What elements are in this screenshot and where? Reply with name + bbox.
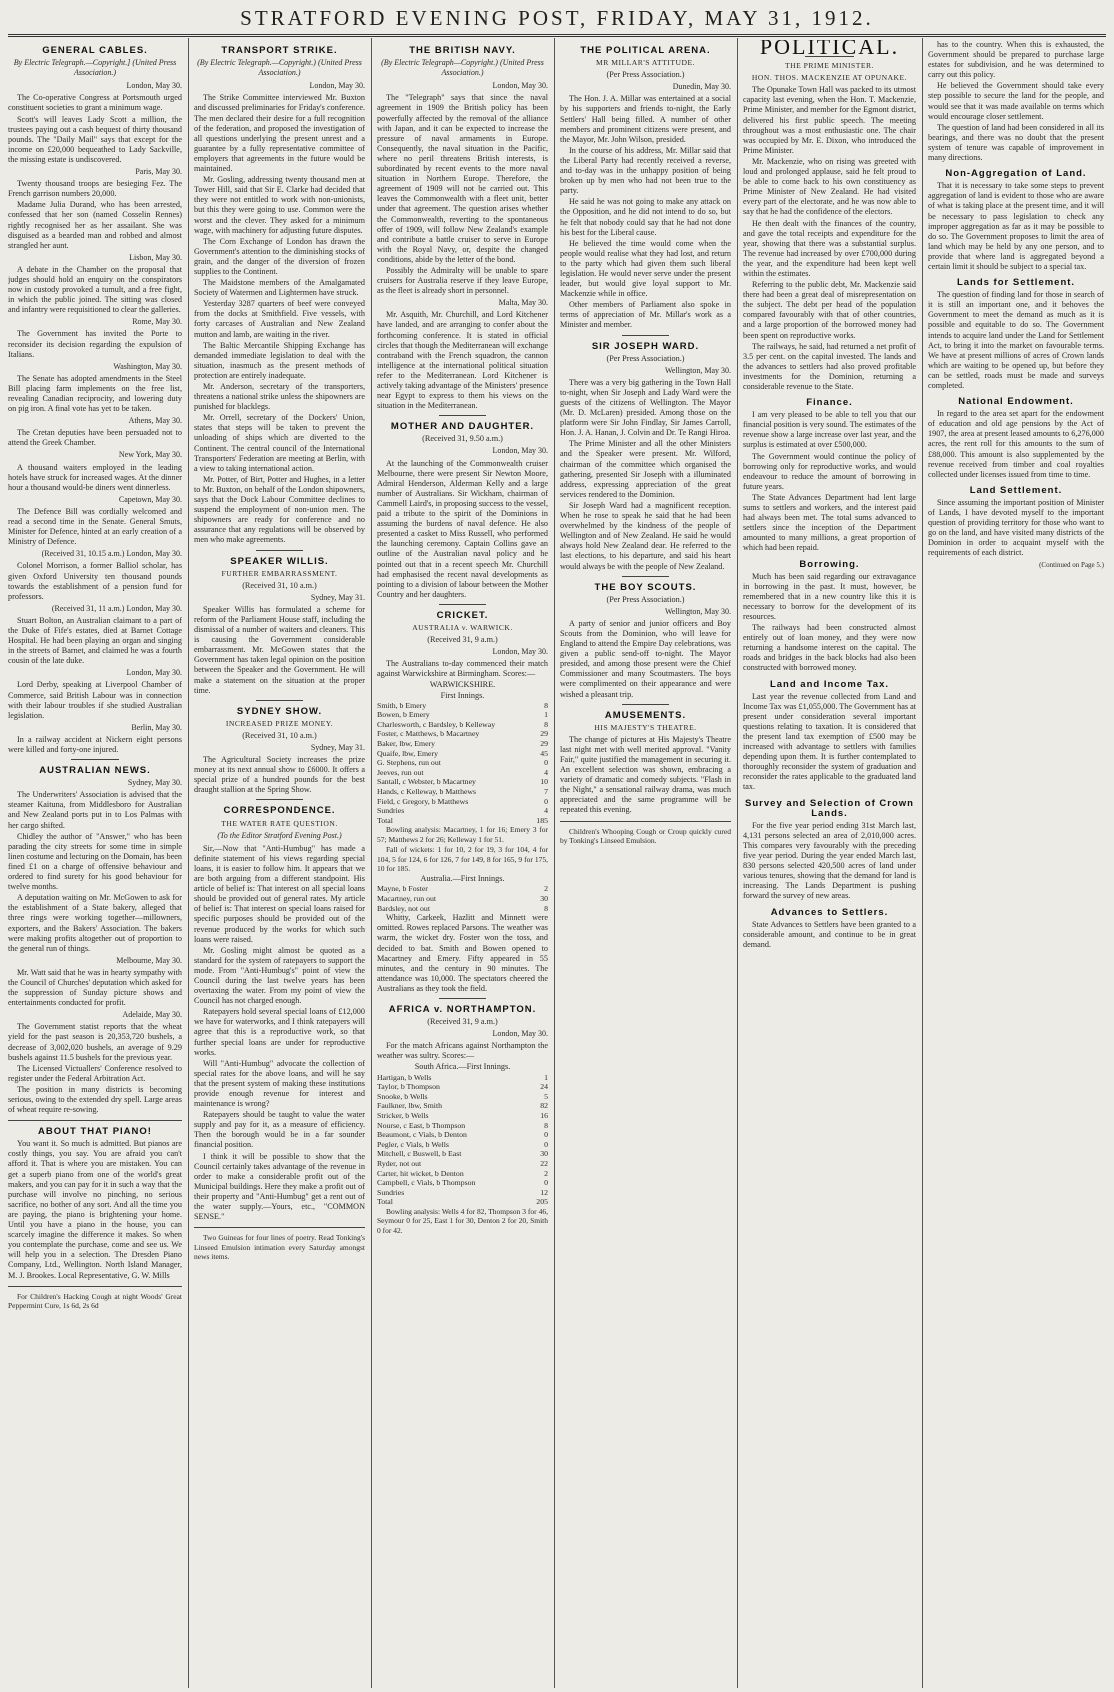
column-rule [371,38,372,1688]
score-row [377,1130,548,1140]
runs: 0 [544,1178,548,1188]
advert-footer: Two Guineas for four lines of poetry. Read Tonking's Linseed Emulsion intimation every Saturday amongst news items. [194,1233,365,1262]
dateline: Sydney, May 31. [310,592,365,602]
dateline: Lisbon, May 30. [129,252,182,262]
paragraph: Mr. Gosling might almost be quoted as a standard for the system of ratepayers to support the mode. From "Anti-Humbug's" point of view the Council during the last twelve years has been overtaxing the water. From my point of view the Council has not charged enough. [194,945,365,1006]
runs: 8 [544,719,548,729]
runs: 8 [544,903,548,913]
article-body [194,93,365,545]
divider [71,759,120,760]
subsection-heading: National Endowment. [958,396,1074,408]
section-heading: AFRICA v. NORTHAMPTON. [388,1004,537,1015]
letter-address: (To the Editor Stratford Evening Post.) [217,830,342,840]
batsman: Ryder, not out [377,1158,422,1168]
runs: 0 [544,1130,548,1140]
runs: 10 [540,777,548,787]
advert-text: You want it. So much is admitted. But pianos are costly things, you say. You are afraid you can't afford it. That is where you are mistaken. You can get a superb piano from one of the world's great makers, and you can pay for it in such a way that the purchase will involve no pinching, no serious sacrifice, no bother of any sort. And all the time you are paying, the piano is brightening your home. Until you have a piano in the house, you can scarcely imagine the difference it makes. So when you contemplate the purchase, come and see us. We will help you in a selection. The Dresden Piano Company, Ltd., Wellington. North Island Manager, M. J. Brookes. Local Representative, G. W. Mills [8,1139,182,1280]
score-row [377,904,548,914]
dateline: London, May 30. [492,1029,548,1039]
runs: 24 [540,1082,548,1092]
subheading: FURTHER EMBARRASSMENT. [221,568,338,578]
dateline: Paris, May 30. [135,167,182,177]
source-line: (Per Press Association.) [606,594,685,604]
scorecard [377,1073,548,1198]
batsman: Campbell, c Vials, b Thompson [377,1178,476,1188]
dateline: Washington, May 30. [113,361,182,371]
article-text: The Australians to-day commenced their match against Warwickshire at Birmingham. Scores:— [377,659,548,679]
dateline: Capetown, May 30. [118,494,182,504]
article-text: For the five year period ending 31st March last, 4,131 persons selected an area of 2,010,000 acres. This compares very favourably with the preceding five year period. During the year ended March last, 830 persons selected 420,500 acres of land under various tenures, showing that the demand for land is increasing. The Lands Department is pushing forward the survey of new areas. [743,820,916,901]
article-body [928,40,1104,163]
column-rule [188,38,189,1688]
subheading: THE PRIME MINISTER. [784,61,875,71]
dateline: London, May 30. [126,81,182,91]
runs: 29 [540,739,548,748]
paragraph: The Hon. J. A. Millar was entertained at a social by his supporters and friends to-night, the Early Settlers' Hall being filled. A number of other members and prominent citizens were present, and the Mayor, Mr. John Wilson, presided. [560,94,731,144]
batsman: Mitchell, c Buswell, b East [377,1149,462,1159]
score-row [377,806,548,816]
score-row [377,701,548,711]
runs: 30 [540,1149,548,1159]
score-row [377,1149,548,1159]
paragraph: The railways had been constructed almost entirely out of loan money, and they were now returning a handsome interest on the capital. The roads and bridges in the back blocks had also been constructed with borrowed money. [743,623,916,673]
subheading: HIS MAJESTY'S THEATRE. [594,722,697,732]
dateline: Wellington, May 30. [664,606,731,616]
dateline: (Received 31, 10.15 a.m.) London, May 30. [41,549,182,559]
subheading: INCREASED PRIZE MONEY. [225,718,334,728]
news-item-text: Scott's will leaves Lady Scott a million, the trustees paying out a cash bequest of thirty thousand pounds. The "Daily Mail" says that except for the income on £20,000 bequeathed to Lady Sackville, the missing estate is undiscovered. [8,114,182,164]
section-heading-large: POLITICAL. [759,40,900,59]
score-row [377,787,548,797]
section-source: (By Electric Telegraph.—Copyright.) (United Press Association.) [197,58,362,78]
subsection-heading: Survey and Selection of Crown Lands. [745,797,914,819]
score-row [377,1073,548,1083]
runs: 22 [540,1158,548,1168]
batsman: Beaumont, c Vials, b Denton [377,1130,467,1140]
news-item-text: A deputation waiting on Mr. McGowen to ask for the establishment of a State bakery, alleged that three rings were working together—millowners, exporters, and the Bakers' Association. The bakers were making profits altogether out of proportion to the general run of things. [8,893,182,953]
paragraph: Yesterday 3287 quarters of beef were conveyed from the docks at Smithfield. Five vessels, with forty carcases of Australian and New Zealand mutton and lamb, are waiting in the river. [194,299,365,339]
masthead: STRATFORD EVENING POST, FRIDAY, MAY 31, 1912. [240,6,874,30]
news-item-text: In a railway accident at Nickern eight persons were killed and forty-one injured. [8,734,182,754]
runs: 1 [544,710,548,720]
dateline: London, May 30. [492,81,548,91]
paragraph: Other members of Parliament also spoke in terms of appreciation of Mr. Millar's work as a Minister and member. [560,300,731,330]
score-row [377,1140,548,1150]
score-row [377,739,548,749]
batsman: Mayne, b Foster [377,884,428,894]
runs: 0 [544,1139,548,1149]
runs: 82 [540,1101,548,1111]
dateline: London, May 30. [309,81,365,91]
batsman: Field, c Gregory, b Matthews [377,796,469,806]
batsman: Taylor, b Thompson [377,1082,440,1092]
subsection-heading: Land and Income Tax. [769,678,890,690]
news-item-text: The Cretan deputies have been persuaded not to attend the Greek Chamber. [8,428,182,448]
section-heading: SYDNEY SHOW. [236,705,323,717]
news-item-text: The Senate has adopted amendments in the Steel Bill placing farm implements on the free list, revealing Canadian reciprocity, and lowering duty on pig iron. A final vote has yet to be taken. [8,373,182,414]
news-items [8,778,182,1115]
batsman: Faulkner, lbw, Smith [377,1101,443,1111]
received-time: (Received 31, 9 a.m.) [427,1017,498,1027]
runs: 8 [544,700,548,710]
news-item-text: The Underwriters' Association is advised that the steamer Kaituna, from Middlesboro for Australian and New Zealand ports put in to Los Palmas with her cargo shifted. [8,790,182,830]
paragraph: Much has been said regarding our extravagance in borrowing in the past. It must, however, be remembered that in a new country like this it is necessary to borrow for the development of its resources. [743,571,916,621]
continued-note: (Continued on Page 5.) [1039,560,1104,569]
source-line: (Per Press Association.) [606,353,685,363]
batsman: Hartigan, b Wells [377,1072,432,1082]
runs: 30 [540,894,548,904]
paragraph: Mr. Gosling, addressing twenty thousand men at Tower Hill, said that Sir E. Clarke had decided that they were not entitled to work with non-unionists, but this they were going to use. Common were the worst and the clever. They asked for a minimum wage, with machinery for adjusting future disputes. [194,175,365,235]
advert-footer: For Children's Hacking Cough at night Woods' Great Peppermint Cure, 1s 6d, 2s 6d [8,1291,182,1310]
score-row [377,1111,548,1121]
paragraph: Sir,—Now that "Anti-Humbug" has made a definite statement of his views regarding special loans, it is easier to follow him. It appears that we are both arguing from a different standpoint. His article of belief is: That interest on all special loans should be provided out of general rates. My article of belief is: That interest on special loans raised for specific purposes should be provided out of the revenue produced by the works for which such loans were raised. [194,843,365,944]
runs: 0 [544,758,548,768]
paragraph: Will "Anti-Humbug" advocate the collection of special rates for the above loans, and will he say that the present system of making these institutions provide enough revenue for interest and maintenance is wrong? [194,1058,365,1109]
score-row [377,768,548,778]
article-body [743,410,916,553]
score-row [377,729,548,739]
article-body [560,94,731,330]
runs: 4 [544,806,548,816]
score-row [377,884,548,894]
runs: 8 [544,1120,548,1130]
divider [439,998,487,999]
runs: 16 [540,1110,548,1120]
paragraph: The question of land had been considered in all its bearings, and there was no doubt that the present system of tenure was capable of improvement in many directions. [928,122,1104,163]
news-item-text: Mr. Watt said that he was in hearty sympathy with the Council of Churches' deputation which asked for the suppression of Sunday picture shows and entertainments conducted for profit. [8,967,182,1008]
column-rule [922,38,923,1688]
divider [622,576,670,577]
divider [439,415,487,416]
paragraph: Ratepayers hold several special loans of £12,000 we have for waterworks, and I think ratepayers will agree that this is a reproductive work, so that further special loans are under for reproductive works. [194,1007,365,1057]
news-item-text: The Licensed Victuallers' Conference resolved to register under the Federal Arbitration Act. [8,1063,182,1083]
section-heading: CRICKET. [436,609,489,621]
score-row [377,777,548,787]
news-item-text: A debate in the Chamber on the proposal that judges should hold an enquiry on the conspirators now in custody provoked a tumult, and a free fight, in which the public joined. The sitting was closed and infantry were requisitioned to clear the galleries. [8,264,182,315]
news-item-text: The Defence Bill was cordially welcomed and read a second time in the Senate. General Smuts, Minister for Defence, hinted at an early creation of a Ministry of Defence. [8,506,182,547]
paragraph: The Prime Minister and all the other Ministers and the Speaker were present. Mr. Wilford, chairman of the committee which organised the gathering, presented Sir Joseph with a illuminated address, expressing appreciation of the great services rendered to the Dominion. [560,439,731,499]
subsection-heading: Finance. [806,397,853,409]
paragraph: Ratepayers should be taught to value the water supply and pay for it, as a measure of efficiency. Then the borough would be in a far sounder financial position. [194,1110,365,1150]
paragraph: The "Telegraph" says that since the naval agreement in 1909 the British policy has been powerfully affected by the removal of the alliance with Japan, and it can be expected to increase the pressure of naval armaments in Europe. Consequently, the naval situation in the Pacific, where no peril threatens British interests, is subordinated by recent events to the more naval situation in Northern Europe. Therefore, the agreement of 1909 will not be carried out. This leaves the Commonwealth with a fleet unit, better under that agreement. The question arises whether the Commonwealth, reverting to the spontaneous offer of 1909, will follow New Zealand's example and contribute a battle cruiser to serve in Europe with the Royal Navy, or, despite the changed conditions, abide by the letter of the bond. [377,93,548,264]
news-item-text: The position in many districts is becoming serious, owing to the extended dry spell. Large areas of wheat require re-sowing. [8,1084,182,1115]
paragraph: He believed the time would come when the people would realise what they had lost, and return to the party which had given them such liberal legislation. He would never serve under the present leader, but would give loyal support to Mr. Mackenzie while in office. [560,238,731,299]
masthead-rule [8,34,1106,35]
batsman: G. Stephens, run out [377,758,441,768]
divider [256,799,304,800]
article-text: In regard to the area set apart for the endowment of education and old age pensions by the Act of 1907, the area at present leased amounts to 6,276,000 acres, the rent roll for this amounts to the sum of £88,000. This amount is also supplemented by the revenue received from timber and coal royalties collected under licenses issued from time to time. [928,409,1104,479]
section-heading: MOTHER AND DAUGHTER. [390,421,535,433]
batsman: Baker, lbw, Emery [377,739,436,748]
article-text: At the launching of the Commonwealth cruiser Melbourne, there were present Sir Newton Moore, Admiral Henderson, Alderman Kelly and a large number of Australians. Sir Wickham, chairman of Cammell Laird's, in proposing success to the vessel, paid a tribute to the spirit of the Dominions in assuming the burdens of naval defence. He also presented a casket to Miss Russell, who performed the launching ceremony. Captain Collins gave an outline of the Australian naval policy and he pointed out that in a recent speech Mr. Churchill had emphasised the recent naval developments as pointing to a division of labour between the Mother Country and her daughters. [377,458,548,599]
subheading: MR MILLAR'S ATTITUDE. [596,58,695,68]
article-text: For the match Africans against Northampton the weather was sultry. Scores:— [377,1041,548,1061]
score-row [377,1188,548,1198]
subsection-heading: Land Settlement. [969,484,1063,496]
divider [8,1120,182,1121]
team-name: Australia.—First Innings. [420,874,505,884]
score-row [377,1169,548,1179]
article-text: Since assuming the important position of Minister of Lands, I have devoted myself to the important question of providing territory for those who want to go on the land, and have visited many districts of the Dominion in order to acquaint myself with the requirements of each district. [928,497,1104,558]
runs: 2 [544,884,548,894]
letter-body [194,844,365,1222]
article-text: Mr. Asquith, Mr. Churchill, and Lord Kitchener have landed, and are arranging to confer about the forthcoming conference. It is stated in official circles that though the Mediterranean will exchange contraband with the French squadron, the cannon intelligence at the international political situation refer to the Mediterranean. Lord Kitchener is actively taking advantage of the Ministers' presence near Egypt to express to them his views on the situation in the Mediterranean. [377,310,548,411]
paragraph: Mr. Orrell, secretary of the Dockers' Union, states that steps will be taken to prevent the unloading of ships which are diverted to the Continent. The central council of the International Transporters' Federation are meeting at Berlin, with a view to taking international action. [194,413,365,473]
article-text: Last year the revenue collected from Land and Income Tax was £1,055,000. The Government has at present under consideration several important questions relating to taxation. It is considered that the present land tax exemption of £500 may be increased with advantage to settlers with families depending upon them. It is further contemplated to thoroughly reconsider the system of graduation and reconsider the rates applicable to the graduated land tax. [743,691,916,792]
paragraph: Mr. Anderson, secretary of the transporters, threatens a national strike unless the shipowners are punished for blacklegs. [194,382,365,412]
paragraph: He believed the Government should take every step possible to secure the land for the people, and would see that it was made available on terms which would encourage closer settlement. [928,81,1104,121]
masthead-rule-double [8,36,1106,37]
paragraph: He then dealt with the finances of the country, and gave the total receipts and expenditure for the year, showing that there was a substantial surplus. The revenue had increased by over £700,000 during the year, and the expenditure had been kept well within the estimates. [743,218,916,278]
paragraph: The Government would continue the policy of borrowing only for reproductive works, and would endeavour to reduce the amount of borrowing in future years. [743,451,916,491]
subsection-heading: Non-Aggregation of Land. [945,168,1087,180]
news-item-text: Colonel Morrison, a former Balliol scholar, has given Oxford University ten thousand pounds towards the establishment of a pension fund for professors. [8,561,182,601]
paragraph: Possibly the Admiralty will be unable to spare cruisers for Australia reserve if they leave Europe, as the fleet is already short in personnel. [377,265,548,296]
score-row [377,1159,548,1169]
divider [256,700,304,701]
dateline: Wellington, May 30. [664,365,731,375]
score-row [377,749,548,759]
divider [622,335,670,336]
paragraph: The State Advances Department had lent large sums to settlers and workers, and the interest paid had always been met. The total sums advanced to settlers since the inception of the Department amounted to many millions, a great proportion of which had been repaid. [743,492,916,553]
article-body [377,93,548,296]
dateline: (Received 31, 11 a.m.) London, May 30. [51,603,182,613]
divider [256,550,304,551]
runs: 2 [544,1168,548,1178]
paragraph: I think it will be possible to show that the Council certainly takes advantage of the revenue in order to make a considerable profit out of the Municipal buildings. Here they make a profit out of their property and "Anti-Humbug" get a rent out of the water supply.—Yours, etc., "COMMON SENSE." [194,1151,365,1222]
section-heading: AUSTRALIAN NEWS. [39,765,151,777]
news-item-text: The Co-operative Congress at Portsmouth urged constituent societies to grant a minimum wage. [8,93,182,113]
news-item-text: Lord Derby, speaking at Liverpool Chamber of Commerce, said British Labour was in connection with their labour troubles if she studied Australian legislation. [8,680,182,720]
received-time: (Received 31, 10 a.m.) [242,580,317,590]
batsman: Nourse, c East, b Thompson [377,1120,466,1130]
dateline: London, May 30. [492,446,548,456]
divider [622,704,670,705]
paragraph: has to the country. When this is exhausted, the Government should be prepared to purchase large estates for subdivision, and he was determined to carry out this policy. [928,40,1104,80]
paragraph: Mr. Potter, of Birt, Potter and Hughes, in a letter to Mr. Buxton, on behalf of the London shipowners, says that the Dock Labour Committee declines to suspend the employment of non-union men. The shipowners are ready for conference and no assurance that any regulations will be observed by men who make agreements. [194,474,365,545]
column-general-cables [8,40,182,1686]
dateline: Melbourne, May 30. [116,955,182,965]
section-source: (By Electric Telegraph—Copyright.) (United Press Association.) [381,58,544,78]
section-heading: THE BOY SCOUTS. [594,581,697,593]
section-heading: THE BRITISH NAVY. [409,45,516,56]
batsman: Bardsley, not out [377,903,430,913]
paragraph: The Baltic Mercantile Shipping Exchange has demanded immediate legislation to deal with the situation, inasmuch as the present methods of protection are entirely inadequate. [194,340,365,380]
batsman: Pegler, c Vials, b Wells [377,1139,449,1149]
paragraph: Sir Joseph Ward had a magnificent reception. When he rose to speak he said that he had been overwhelmed by the kindness of the people of Wellington and of New Zealand. He said he would always hold New Zealand dear. He referred to the last elections, to his departure, and said his heart would always be with the people of New Zealand. [560,500,731,571]
runs: 7 [544,786,548,796]
dateline: Berlin, May 30. [131,722,182,732]
dateline: Athens, May 30. [128,416,182,426]
batsman: Jeeves, run out [377,767,424,777]
score-row [377,894,548,904]
runs: 1 [544,1072,548,1082]
dateline: New York, May 30. [118,450,182,460]
batsman: Stricker, b Wells [377,1110,429,1120]
batsman: Hands, c Kelleway, b Matthews [377,786,477,796]
article-text: Speaker Willis has formulated a scheme for reform of the Parliament House staff, including the dismissal of a number of waiters and cleaners. This is causing the Government considerable embarrassment. Mr. McGowen states that the Government has taken legal opinion on the position between the Speaker and the Government. He will make a statement on the situation at the proper time. [194,604,365,695]
article-text: The question of finding land for those in search of it is still an important one, and it behoves the Government to meet the demand as much as it is possible and equitable to do so. The Government intends to acquire land under the Land for Settlement Act, to bring it into the market on favourable terms. We have at present millions of acres of Crown lands which are waiting to be opened up, but before they can be settled, roads must be made and surveys completed. [928,290,1104,390]
article-text: Whitty, Carkeek, Hazlitt and Minnett were omitted. Rowes replaced Parsons. The weather was warm, the wicket dry. Foster won the toss, and decided to bat. Smith and Bowen opened to Macartney and Emery. Fifty appeared in 55 minutes, and the century in 90 minutes. The attendance was 10,000. The spectators cheered the Australians as they took the field. [377,913,548,993]
divider [194,1227,365,1228]
dateline: Sydney, May 30. [127,778,182,788]
section-heading: THE POLITICAL ARENA. [580,45,711,56]
score-row [377,720,548,730]
scorecard [377,884,548,913]
batsman: Snooke, b Wells [377,1091,428,1101]
batsman: Sundries [377,1187,405,1197]
news-item-text: The Government has invited the Porte to reconsider its decision regarding the expulsion of Italians. [8,329,182,359]
news-items [8,81,182,755]
article-body [560,378,731,572]
news-item-text: A thousand waiters employed in the leading hotels have struck for increased wages. At the dinner hour a thousand would-be diners went dinnerless. [8,462,182,492]
batsman: Foster, c Matthews, b Macartney [377,729,480,739]
batsman: Smith, b Emery [377,700,427,710]
batsman: Macartney, run out [377,894,437,904]
dateline: London, May 30. [126,668,182,678]
score-row [377,1178,548,1188]
team-name: South Africa.—First Innings. [414,1062,511,1072]
received-time: (Received 31, 9.50 a.m.) [422,434,503,444]
news-item-text: Madame Julia Durand, who has been arrested, confessed that her son (named Cosselin Rennes) rightly recognised her as her assailant. She was disguised as a bearded man and robbed and almost strangled her aunt. [8,200,182,250]
dateline: Dunedin, May 30. [672,82,731,92]
divider [560,821,731,822]
paragraph: The Strike Committee interviewed Mr. Buxton and discussed preliminaries for Friday's conference. The men declared their desire for a full recognition of the federation, and proposed the investigation of all questions underlying the present unrest and a guarantee by a fully representative committee of employers that agreements in the future would be maintained. [194,93,365,174]
divider [439,604,487,605]
paragraph: He said he was not going to make any attack on the Opposition, and he did not intend to do so, but he felt that nobody could say that he had not done his best for the Liberal cause. [560,197,731,237]
fall-of-wickets: Fall of wickets: 1 for 10, 2 for 19, 3 for 104, 4 for 104, 5 for 124, 6 for 126, 7 for 149, 8 for 165, 9 for 175, 10 for 185. [377,845,548,873]
section-source: By Electric Telegraph.—Copyright.] (United Press Association.) [13,58,177,78]
section-heading: AMUSEMENTS. [604,709,687,721]
paragraph: The Corn Exchange of London has drawn the Government's attention to the diminishing stocks of grain, and the danger of the diversion of frozen supplies to the Continent. [194,236,365,276]
news-item-text: Chidley the author of "Answer," who has been parading the city streets for some time in simple linen costume and lecturing on the Domain, has been fined £1 on a charge of offensive behaviour and ordered to find surety for his good behaviour for twelve months. [8,831,182,892]
runs: 45 [540,748,548,758]
score-row [377,1121,548,1131]
column-british-navy [377,40,548,1686]
column-political-continued [928,40,1104,1686]
column-rule [554,38,555,1688]
divider [8,1286,182,1287]
article-text: State Advances to Settlers have been granted to a considerable amount, and continue to be in great demand. [743,919,916,949]
dateline: London, May 30. [492,647,548,657]
dateline: Rome, May 30. [132,317,182,327]
batsman: Bowen, b Emery [377,710,430,720]
subheading: HON. THOS. MACKENZIE AT OPUNAKE. [751,73,908,83]
paragraph: Referring to the public debt, Mr. Mackenzie said there had been a great deal of misrepresentation on the subject. The debt per head of the population compared favourably with that of other countries, and a large proportion of the borrowed money had been spent on reproductive works. [743,280,916,340]
dateline: Malta, May 30. [498,298,548,308]
score-row [377,758,548,768]
advert-heading: ABOUT THAT PIANO! [38,1126,152,1138]
source-line: (Per Press Association.) [606,70,685,80]
runs: 12 [540,1187,548,1197]
article-text: A party of senior and junior officers and Boy Scouts from the Dominion, who will leave for England to attend the Empire Day celebrations, was given a public send-off to-night. The Mayor presided, and among those present were the Chief Commissioner and many Scoutmasters. The boys were complimented on their appearance and were wished a pleasant trip. [560,618,731,699]
score-row [377,1092,548,1102]
paragraph: The Opunake Town Hall was packed to its utmost capacity last evening, when the Hon. T. Mackenzie, Prime Minister, and member for the Egmont district, delivered his first public speech. The meeting throughout was a most enthusiastic one. The chair was occupied by Mr. E. Dixon, who introduced the Prime Minister. [743,85,916,155]
section-heading: TRANSPORT STRIKE. [221,45,338,56]
batsman: Sundries [377,806,405,816]
paragraph: The Maidstone members of the Amalgamated Society of Watermen and Lightermen have struck. [194,278,365,298]
advert-footer: Children's Whooping Cough or Croup quickly cured by Tonking's Linseed Emulsion. [560,826,731,845]
column-rule [737,38,738,1688]
dateline: Sydney, May 31. [310,743,365,752]
section-heading: SPEAKER WILLIS. [230,555,329,567]
score-total: Total 205 [377,1197,548,1207]
runs: 5 [544,1091,548,1101]
paragraph: The railways, he said, had returned a net profit of 3.5 per cent. on the capital invested. The lands and the advances to settlers had also proved profitable investments for the Dominion, returning a considerable revenue to the State. [743,341,916,391]
runs: 29 [540,729,548,739]
runs: 0 [544,796,548,806]
paragraph: There was a very big gathering in the Town Hall to-night, when Sir Joseph and Lady Ward were the guests of the citizens of Wellington. The Mayor (Mr. D. McLaren) presided. Among those on the platform were Sir John Findlay, Sir James Carroll, Hon. J. A. Hanan, J. Colvin and Dr. Te Rangi Hiroa. [560,377,731,438]
score-row [377,1101,548,1111]
score-row [377,797,548,807]
paragraph: I am very pleased to be able to tell you that our financial position is very sound. The estimates of the revenue show a large increase over last year, and the surplus is estimated at over £500,000. [743,410,916,450]
subsection-heading: Lands for Settlement. [956,277,1076,289]
article-text: The Agricultural Society increases the prize money at its next annual show to £6000. It offers a special prize of a hundred pounds for the best draught stallion at the Spring Show. [194,755,365,795]
subheading: AUSTRALIA v. WARWICK. [412,622,513,632]
scorecard [377,701,548,816]
section-heading: SIR JOSEPH WARD. [591,340,700,352]
column-transport-strike [194,40,365,1686]
score-row [377,710,548,720]
subheading: THE WATER RATE QUESTION. [221,818,338,828]
dateline: Adelaide, May 30. [122,1010,182,1020]
received-time: (Received 31, 10 a.m.) [242,730,317,740]
column-political-arena [560,40,731,1686]
bowling-analysis: Bowling analysis: Macartney, 1 for 16; Emery 3 for 57; Matthews 2 for 26; Kelleway 1 for 51. [377,825,548,844]
subsection-heading: Borrowing. [799,558,860,570]
news-item-text: Stuart Bolton, an Australian claimant to a part of the Duke of Fife's estates, died at Barnet Cottage Hospital. He had been playing an organ and singing in the streets of Barnet, and claimed he was a fourth cousin of the late duke. [8,615,182,666]
subsection-heading: Advances to Settlers. [770,906,889,918]
score-row [377,1082,548,1092]
paragraph: Mr. Mackenzie, who on rising was greeted with loud and prolonged applause, said he felt proud to be able to come back to his own constituency as Prime Minister of New Zealand. He had visited every part of the electorate, and he was now able to say that he had the confidence of the electors. [743,156,916,217]
batsman: Carter, hit wicket, b Denton [377,1168,464,1178]
news-item-text: The Government statist reports that the wheat yield for the past season is 20,353,720 bushels, a decrease of 3,002,020 bushels, an average of 9.29 bushels against 11.5 bushels for the previous year. [8,1022,182,1062]
article-body [743,85,916,392]
news-item-text: Twenty thousand troops are besieging Fez. The French garrison numbers 20,000. [8,179,182,199]
paragraph: In the course of his address, Mr. Millar said that the Liberal Party had recently received a reverse, and to-day was in the unhappy position of being broken up by men who had not been true to the party. [560,145,731,196]
batsman: Santall, c Webster, b Macartney [377,777,476,787]
batsman: Quaife, lbw, Emery [377,748,438,758]
runs: 4 [544,767,548,777]
received-time: (Received 31, 9 a.m.) [427,635,498,645]
section-heading: CORRESPONDENCE. [223,805,336,817]
bowling-analysis: Bowling analysis: Wells 4 for 82, Thompson 3 for 46, Seymour 0 for 25, East 1 for 30, Denton 2 for 20, Smith 0 for 42. [377,1206,548,1235]
innings-label: First Innings. [440,690,485,700]
article-text: That it is necessary to take some steps to prevent aggregation of land is evident to those who are aware of what is taking place at the present time, and it will be necessary to pass legislation to check any improper aggregation as far as it may be possible to do so. The Government proposes to limit the area of land which may be held by any one person, and to provide that where land is aggregated beyond a certain limit it should be subject to a special tax. [928,181,1104,271]
batsman: Charlesworth, c Bardsley, b Kelleway [377,719,496,729]
article-text: The change of pictures at His Majesty's Theatre last night met with well merited approval. "Vanity Fair," quite justified the management in securing it. An excellent selection was shown, embracing a variety of dramatic and comedy subjects. "Flash in the Night," a sensational railway drama, was much appreciated and the same programme will be repeated this evening. [560,734,731,815]
column-political [743,40,916,1686]
team-name: WARWICKSHIRE. [429,680,496,690]
article-body [743,572,916,674]
score-total: Total 185 [377,815,548,825]
section-heading: GENERAL CABLES. [42,45,148,56]
